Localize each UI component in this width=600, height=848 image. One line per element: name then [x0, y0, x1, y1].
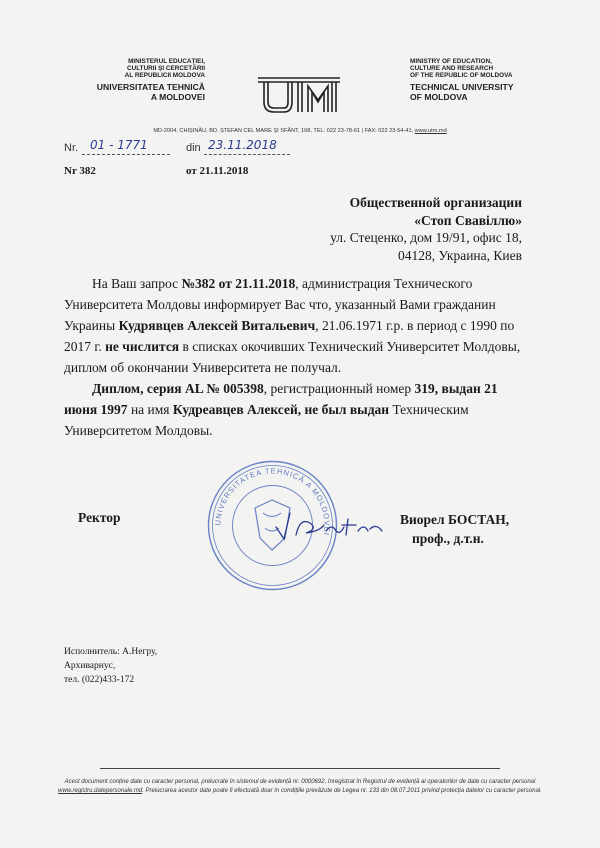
website-link[interactable]: www.utm.md [414, 128, 447, 134]
nr-handwritten: 01 - 1771 [90, 138, 148, 152]
addressee-org-name: «Стоп Свавіллю» [414, 212, 522, 228]
signatory-name: Виорел БОСТАН, [400, 512, 510, 527]
header-right-university: TECHNICAL UNIVERSITY [410, 81, 514, 92]
executor-phone: тел. (022)433-172 [64, 675, 135, 685]
header-left-line: MINISTERUL EDUCAȚIEI, [128, 58, 205, 65]
svg-text:UNIVERSITATEA TEHNICĂ A MOLDOV: UNIVERSITATEA TEHNICĂ A MOLDOVEI [213, 466, 332, 537]
header-left-line: CULTURII ȘI CERCETĂRII [127, 65, 205, 73]
nr-typed: Nr 382 [64, 165, 96, 177]
header-right-line: CULTURE AND RESEARCH [410, 65, 494, 73]
addressee-city: 04128, Украина, Киев [398, 247, 522, 263]
rector-label: Ректор [78, 510, 121, 525]
din-label: din [186, 142, 201, 154]
paragraph-2: Диплом, серия AL № 005398, регистрационный номер 319, выдан 21 июня 1997 на имя Кудреавцев Алексей, не был выдан Техническим Университетом Молдовы. [64, 381, 498, 438]
svg-text:UTM: UTM [297, 116, 301, 117]
handwritten-signature [270, 505, 390, 545]
header-left-ro [60, 58, 205, 102]
svg-text:V. Bostan: V. Bostan [270, 505, 274, 506]
contact-address: MD-2004, CHIȘINĂU, BD. ȘTEFAN CEL MARE ȘI SFÂNT, 168, TEL: 022 23-78-61 | FAX: 022 23-54-41, [153, 128, 415, 134]
header-right-en [410, 58, 570, 102]
contact-line [0, 128, 600, 134]
signatory-title: проф., д.т.н. [412, 531, 484, 546]
addressee-org: Общественной организации [349, 195, 522, 210]
signatory [400, 510, 509, 548]
header-right-line: MINISTRY OF EDUCATION, [410, 58, 492, 65]
nr-dash-line [82, 154, 170, 155]
paragraph-1: На Ваш запрос №382 от 21.11.2018, администрация Технического Университета Молдовы информирует Вас что, указанный Вами гражданин Украины Кудрявцев Алексей Витальевич, 21.06.1971 г.р. в период с 1990 по 2017 г. не числится в списках окочивших Технический Университет Молдовы, диплом об окончании Университета не получал. [64, 276, 521, 375]
din-dash-line [204, 154, 290, 155]
din-handwritten: 23.11.2018 [208, 138, 277, 152]
header-right-university: OF MOLDOVA [410, 91, 468, 102]
footer-divider [100, 768, 500, 769]
registry-link[interactable]: www.registru.datepersonale.md [58, 788, 143, 794]
letter-body [64, 273, 524, 441]
footer-line: Acest document conține date cu caracter personal, prelucrate în sistemul de evidență nr. 0000692, înregistrat în Registrul de evidență al operatorilor de date cu caracter personal [64, 779, 536, 785]
date-typed: от 21.11.2018 [186, 165, 249, 177]
header-right-line: OF THE REPUBLIC OF MOLDOVA [410, 72, 513, 80]
footer-line: . Prelucrarea acestor date poate fi efectuată doar în condițiile prevăzute de Legea nr. 133 din 08.07.2011 privind protecția datelor cu caracter personal. [142, 788, 542, 794]
utm-logo [254, 72, 344, 117]
addressee-street: ул. Стеценко, дом 19/91, офис 18, [330, 230, 522, 245]
nr-label: Nr. [64, 142, 79, 154]
header-left-line: AL REPUBLICII MOLDOVA [124, 72, 205, 80]
header-left-university: A MOLDOVEI [150, 91, 205, 102]
footer-disclaimer [0, 778, 600, 796]
executor-name: Исполнитель: А.Негру, [64, 647, 158, 657]
header-left-university: UNIVERSITATEA TEHNICĂ [96, 81, 205, 92]
addressee-block [330, 194, 522, 264]
executor-block [64, 645, 157, 687]
executor-role: Архиварнус, [64, 661, 116, 671]
